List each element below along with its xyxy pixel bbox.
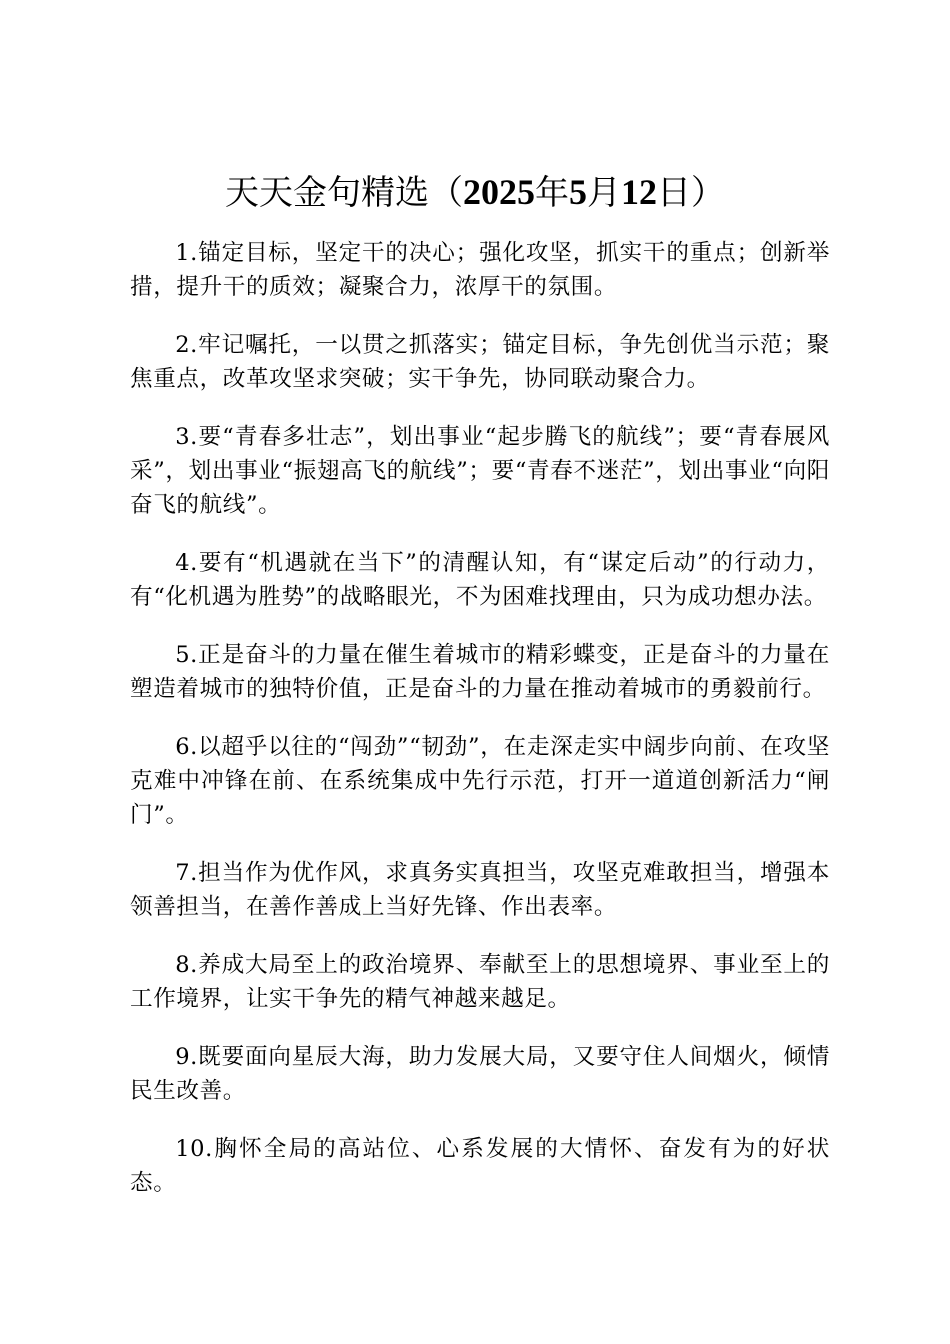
quote-paragraph-6: 6.以超乎以往的“闯劲”“韧劲”，在走深走实中阔步向前、在攻坚克难中冲锋在前、在系统集成中先行示范，打开一道道创新活力“闸门”。 [130, 734, 830, 828]
title-month: 5 [569, 172, 587, 212]
title-prefix: 天天金句精选（ [225, 173, 463, 213]
quote-paragraph-10: 10.胸怀全局的高站位、心系发展的大情怀、奋发有为的好状态。 [130, 1136, 830, 1196]
document-title [0, 168, 950, 217]
title-year-char: 年 [535, 173, 569, 213]
quote-paragraph-3: 3.要“青春多壮志”，划出事业“起步腾飞的航线”；要“青春展风采”，划出事业“振翅高飞的航线”；要“青春不迷茫”，划出事业“向阳奋飞的航线”。 [130, 424, 830, 518]
quote-paragraph-9: 9.既要面向星辰大海，助力发展大局，又要守住人间烟火，倾情民生改善。 [130, 1044, 830, 1104]
quote-paragraph-2: 2.牢记嘱托，一以贯之抓落实；锚定目标，争先创优当示范；聚焦重点，改革攻坚求突破；实干争先，协同联动聚合力。 [130, 332, 830, 392]
title-year: 2025 [463, 172, 535, 212]
quote-list [130, 236, 830, 1224]
title-month-char: 月 [587, 173, 621, 213]
quote-paragraph-4: 4.要有“机遇就在当下”的清醒认知，有“谋定后动”的行动力，有“化机遇为胜势”的战略眼光，不为困难找理由，只为成功想办法。 [130, 550, 830, 610]
quote-paragraph-8: 8.养成大局至上的政治境界、奉献至上的思想境界、事业至上的工作境界，让实干争先的精气神越来越足。 [130, 952, 830, 1012]
quote-paragraph-5: 5.正是奋斗的力量在催生着城市的精彩蝶变，正是奋斗的力量在塑造着城市的独特价值，正是奋斗的力量在推动着城市的勇毅前行。 [130, 642, 830, 702]
quote-paragraph-1: 1.锚定目标，坚定干的决心；强化攻坚，抓实干的重点；创新举措，提升干的质效；凝聚合力，浓厚干的氛围。 [130, 240, 830, 300]
quote-paragraph-7: 7.担当作为优作风，求真务实真担当，攻坚克难敢担当，增强本领善担当，在善作善成上当好先锋、作出表率。 [130, 860, 830, 920]
title-day: 12 [621, 172, 657, 212]
title-suffix: 日） [657, 173, 725, 213]
